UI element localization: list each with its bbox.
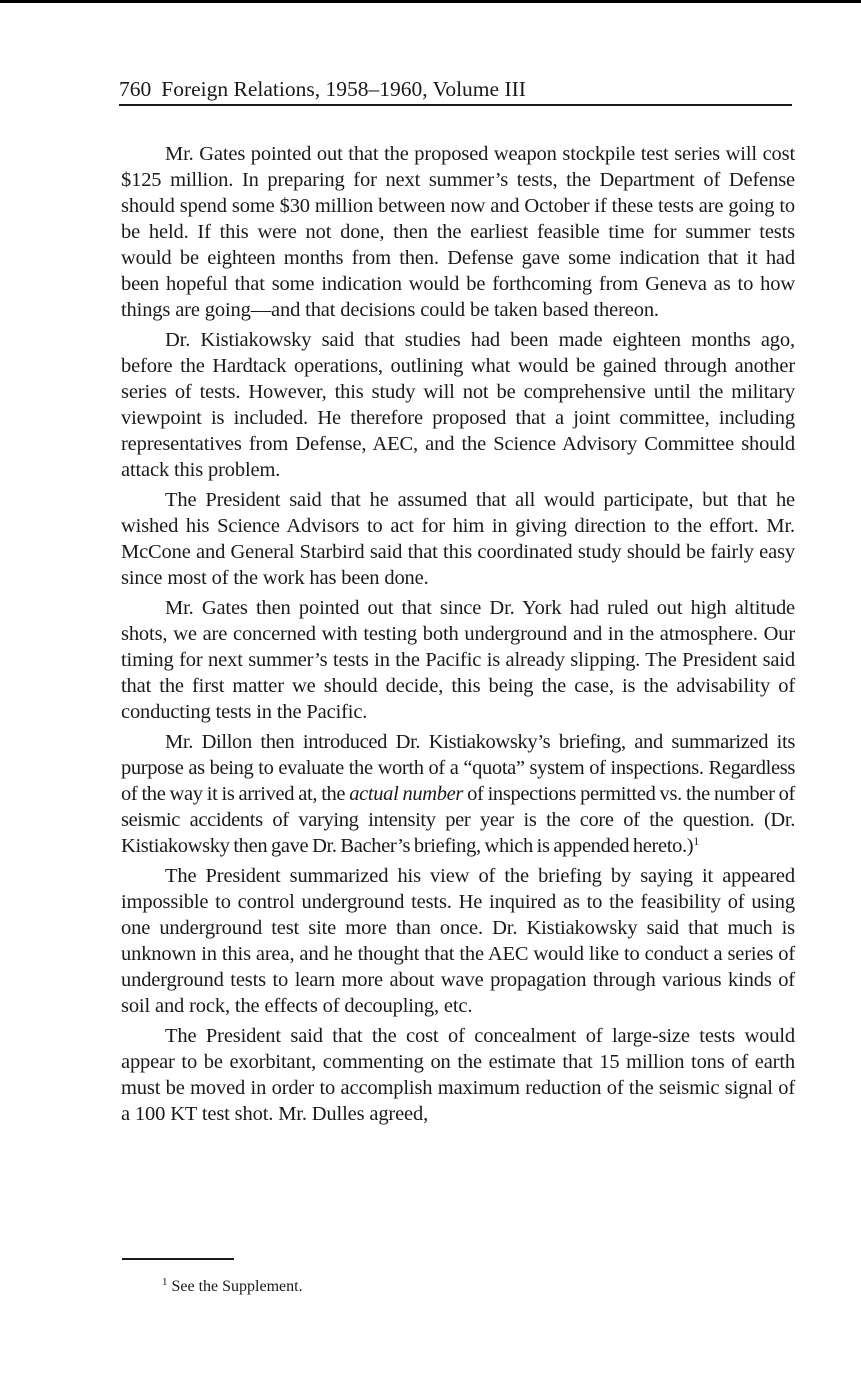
paragraph-president-concealment: The President said that the cost of concealment of large-size tests would appear to be exorbitant, commenting on the estimate that 15 million tons of earth must be moved in order to accomplish maximum reduction of the seismic signal of a 100 KT test shot. Mr. Dulles agreed, <box>121 1025 795 1125</box>
footnote-rule <box>122 1258 234 1260</box>
paragraph-president-underground: The President summarized his view of the briefing by saying it appeared impossible to control underground tests. He inquired as to the feasibility of using one underground test site more than once. Dr. Kistiakowsky said that much is unknown in this area, and he thought that the AEC would like to conduct a series of underground tests to learn more about wave propagation through various kinds of soil and rock, the effects of decoupling, etc. <box>121 865 795 1017</box>
running-head <box>119 76 791 104</box>
body-text <box>121 141 795 1131</box>
paragraph-dillon-briefing <box>121 729 795 859</box>
page-number: 760 <box>119 77 152 101</box>
footnote-reference: 1 <box>693 834 699 848</box>
volume-title: Foreign Relations, 1958–1960, Volume III <box>161 77 526 101</box>
paragraph-president-science-advisors: The President said that he assumed that all would participate, but that he wished his Science Advisors to act for him in giving direction to the effort. Mr. McCone and General Starbird said that this coordinated study should be fairly easy since most of the work has been done. <box>121 489 795 589</box>
dillon-text-end: of inspections permitted vs. the number of seismic accidents of varying intensity per year is the core of the question. (Dr. Kistiakowsky then gave Dr. Bacher’s briefing, which is appended hereto.) <box>121 783 796 857</box>
scan-top-edge <box>0 0 861 3</box>
paragraph-kistiakowsky-studies: Dr. Kistiakowsky said that studies had been made eighteen months ago, before the Hardtack operations, outlining what would be gained through another series of tests. However, this study will not be comprehensive until the military viewpoint is included. He therefore proposed that a joint committee, including representatives from Defense, AEC, and the Science Advisory Committee should attack this problem. <box>121 329 795 481</box>
footnote-text: See the Supplement. <box>171 1278 303 1295</box>
header-rule <box>119 104 792 106</box>
footnote <box>162 1276 662 1298</box>
emphasis-actual-number: actual number <box>349 783 464 805</box>
footnote-marker: 1 <box>162 1276 168 1288</box>
paragraph-gates-test-series: Mr. Gates pointed out that the proposed weapon stockpile test series will cost $125 million. In preparing for next summer’s tests, the Department of Defense should spend some $30 million between now and October if these tests are going to be held. If this were not done, then the earliest feasible time for summer tests would be eighteen months from then. Defense gave some indication that it had been hopeful that some indication would be forthcoming from Geneva as to how things are going—and that decisions could be taken based thereon. <box>121 143 795 321</box>
dillon-text-start: Mr. Dillon then introduced Dr. Kistiakowsky’s briefing, and summarized its purpose as being to evaluate the worth of a “quota” system of inspections. Regardless of the way it is arrived at, the <box>121 731 795 805</box>
paragraph-gates-atmosphere: Mr. Gates then pointed out that since Dr. York had ruled out high altitude shots, we are concerned with testing both underground and in the atmosphere. Our timing for next summer’s tests in the Pacific is already slipping. The President said that the first matter we should decide, this being the case, is the advisability of conducting tests in the Pacific. <box>121 597 795 723</box>
